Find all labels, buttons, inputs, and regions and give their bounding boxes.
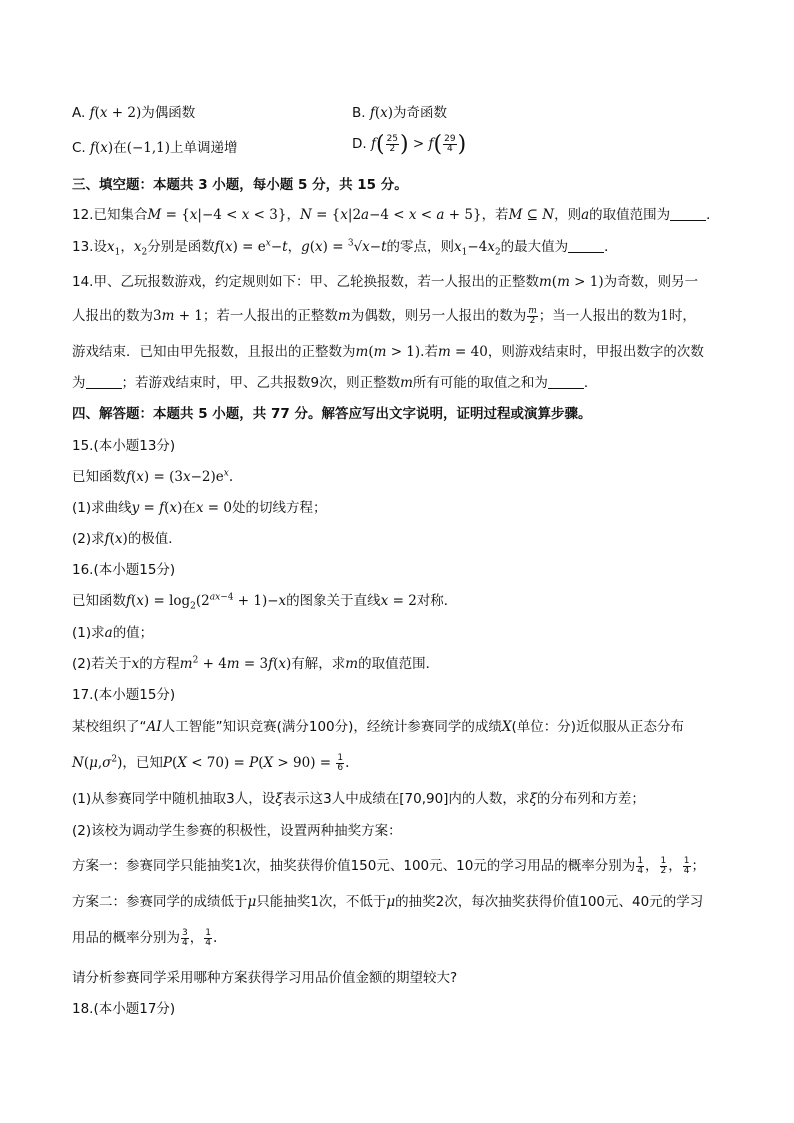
question-text: 为 — [72, 375, 86, 391]
question-15-part-1: (1)求曲线y = f(x)在x = 0处的切线方程； — [72, 500, 327, 516]
question-text: (1)从参赛同学中随机抽取3人，设 — [72, 791, 276, 807]
question-14-line-4: 为 ；若游戏结束时，甲、乙共报数9次，则正整数m所有可能的取值之和为 ． — [72, 375, 598, 391]
option-c-letter: C. — [72, 140, 86, 156]
question-text: 设 — [93, 239, 107, 255]
question-text: ，已知 — [122, 755, 163, 771]
question-text: 的方程 — [139, 656, 180, 672]
question-text: (单位：分)近似服从正态分布 — [511, 719, 685, 735]
question-text: 分别是函数 — [147, 239, 215, 255]
question-17-ask: 请分析参赛同学采用哪种方案获得学习用品价值金额的期望较大? — [72, 970, 458, 986]
question-text: 方案一：参赛同学只能抽奖1次，抽奖获得价值150元、100元、10元的学习用品的概率分别为 — [72, 858, 636, 874]
question-text: 的极值． — [127, 531, 182, 547]
question-13: 13.设$x_1$，$x_2$分别是函数$f(x) = e^x-t$，g(x) = $^3$√x−t的零点，则$x_1-4x_2$的最大值为 ． — [72, 238, 618, 258]
question-16-stem: 已知函数$f(x) = \log_2(2^{ax-4} + 1)-x$的图象关于直线x = 2对称． — [72, 592, 458, 612]
question-text: 处的切线方程； — [231, 500, 327, 516]
question-text: 有解，求 — [291, 656, 346, 672]
question-15-heading: 15.(本小题13分) — [72, 438, 176, 454]
question-text: 所有可能的取值之和为 — [412, 375, 548, 391]
question-text: 的图象关于直线 — [286, 593, 381, 609]
punct: ． — [583, 375, 598, 391]
question-text: 表示这3人中成绩在[70,90]内的人数，求 — [282, 791, 530, 807]
section-3-heading: 三、填空题：本题共 3 小题，每小题 5 分，共 15 分。 — [72, 177, 408, 193]
question-14-line-3: 游戏结束．已知由甲先报数，且报出的正整数为m(m > 1).若m = 40，则游戏结束时，甲报出数字的次数 — [72, 344, 704, 360]
question-text: ，则游戏结束时，甲报出数字的次数 — [487, 344, 704, 360]
question-text: 方案二：参赛同学的成绩低于 — [72, 894, 248, 910]
option-c — [72, 138, 238, 158]
question-15-stem: 已知函数$f(x) = (3x-2)e^x$. — [72, 468, 234, 485]
answer-blank[interactable] — [568, 238, 604, 253]
question-17-line-2: $N(\mu,\sigma^2)$，已知P(X < 70) = P(X > 90) = $\frac{1}{6}$ . — [72, 752, 350, 773]
question-text: 人工智能”知识竞赛(满分100分)，经统计参赛同学的成绩 — [161, 719, 502, 735]
question-16-heading: 16.(本小题15分) — [72, 562, 176, 578]
math-expr: (−1,1) — [126, 140, 171, 156]
answer-blank[interactable] — [670, 206, 706, 221]
option-c-math: f — [90, 140, 96, 156]
option-a — [72, 103, 195, 123]
question-17-scheme-1: 方案一：参赛同学只能抽奖1次，抽奖获得价值150元、100元、10元的学习用品的概率分别为 $\frac{1}{4}$ ， $\frac{1}{2}$ ， $\frac{1}{4}$ ； — [72, 855, 706, 876]
question-text: 游戏结束．已知由甲先报数，且报出的正整数为 — [72, 344, 356, 360]
question-text: (1)求 — [72, 625, 105, 641]
question-18-heading: 18.(本小题17分) — [72, 1001, 176, 1017]
question-16-part-1: (1)求a的值； — [72, 625, 154, 641]
option-a-text: 为偶函数 — [141, 105, 196, 121]
question-text: (1)求曲线 — [72, 500, 132, 516]
question-text: (2)求 — [72, 531, 105, 547]
option-c-in: 在 — [113, 140, 127, 156]
question-number: 12. — [72, 207, 94, 223]
question-text: 的取值范围为 — [589, 207, 671, 223]
option-d: D. f( $\frac{25}{2}$ ) > f( $\frac{29}{4}$ ) — [352, 132, 467, 157]
question-text: (2)若关于 — [72, 656, 132, 672]
question-text: 在 — [182, 500, 196, 516]
math-expr: (x) — [374, 105, 394, 121]
question-16-part-2: (2)若关于x的方程$m^2 + 4m = 3f(x)$有解，求m的取值范围． — [72, 655, 440, 672]
math-expr: (x) — [95, 140, 114, 156]
question-15-part-2: (2)求f(x)的极值． — [72, 531, 182, 547]
question-text: 某校组织了“ — [72, 719, 147, 735]
question-text: 的分布列和方差； — [536, 791, 645, 807]
math-expr: (x + 2) — [94, 105, 142, 121]
section-4-heading: 四、解答题：本题共 5 小题，共 77 分。解答应写出文字说明，证明过程或演算步骤。 — [72, 406, 592, 422]
question-text: 若 — [424, 344, 438, 360]
question-text: 甲、乙玩报数游戏，约定规则如下：甲、乙轮换报数，若一人报出的正整数 — [93, 274, 539, 290]
question-17-part-1: (1)从参赛同学中随机抽取3人，设ξ表示这3人中成绩在[70,90]内的人数，求ξ的分布列和方差； — [72, 791, 645, 807]
question-text: 已知函数 — [72, 469, 126, 485]
question-text: ；若游戏结束时，甲、乙共报数9次，则正整数 — [121, 375, 401, 391]
question-text: 已知函数 — [72, 593, 126, 609]
option-d-letter: D. — [352, 136, 367, 152]
option-b-text: 为奇函数 — [393, 105, 448, 121]
question-text: 人报出的数为 — [72, 308, 153, 324]
question-number: 14. — [72, 274, 94, 290]
question-text: 的零点，则 — [386, 239, 455, 255]
option-a-math: f — [89, 105, 95, 121]
question-17-line-1: 某校组织了“AI人工智能”知识竞赛(满分100分)，经统计参赛同学的成绩X(单位：分)近似服从正态分布 — [72, 719, 685, 735]
answer-blank[interactable] — [548, 374, 584, 389]
question-text: 只能抽奖1次，不低于 — [256, 894, 387, 910]
question-text: 的最大值为 — [500, 239, 569, 255]
option-a-letter: A. — [72, 105, 86, 121]
question-number: 13. — [72, 239, 94, 255]
question-text: ，若 — [481, 207, 509, 223]
question-text: 的取值范围． — [358, 656, 440, 672]
question-14-line-1: 14.甲、乙玩报数游戏，约定规则如下：甲、乙轮换报数，若一人报出的正整数m(m > 1)为奇数，则另一 — [72, 274, 699, 290]
question-text: 时， — [668, 308, 696, 324]
option-b-math: f — [369, 105, 375, 121]
question-text: 的值； — [112, 625, 154, 641]
question-17-scheme-2: 方案二：参赛同学的成绩低于μ只能抽奖1次，不低于μ的抽奖2次，每次抽奖获得价值100元、40元的学习 — [72, 894, 704, 910]
punct: ． — [706, 207, 720, 223]
question-text: 用品的概率分别为 — [72, 930, 180, 946]
question-text: 对称． — [416, 593, 458, 609]
punct: ． — [604, 239, 618, 255]
question-12: 12.已知集合M = {x|−4 < x < 3}，N = {x|2a−4 < x < a + 5}，若M ⊆ N，则a的取值范围为 ． — [72, 207, 720, 223]
question-text: 的抽奖2次，每次抽奖获得价值100元、40元的学习 — [395, 894, 704, 910]
question-14-line-2: 人报出的数为3m + 1；若一人报出的正整数m为偶数，则另一人报出的数为 $\frac{m}{2}$ ；当一人报出的数为1时， — [72, 305, 696, 326]
question-text: ；当一人报出的数为 — [538, 308, 661, 324]
question-17-scheme-2-cont: 用品的概率分别为 $\frac{3}{4}$ ， $\frac{1}{4}$ . — [72, 927, 218, 948]
question-text: 为奇数，则另一 — [603, 274, 699, 290]
question-text: ，则 — [554, 207, 582, 223]
question-text: 已知集合 — [93, 207, 148, 223]
answer-blank[interactable] — [86, 374, 122, 389]
question-text: 为偶数，则另一人报出的数为 — [350, 308, 527, 324]
option-b-letter: B. — [352, 105, 366, 121]
question-17-part-2: (2)该校为调动学生参赛的积极性，设置两种抽奖方案： — [72, 823, 402, 839]
question-17-heading: 17.(本小题15分) — [72, 687, 176, 703]
option-c-text: 上单调递增 — [170, 140, 238, 156]
option-d-math: f — [370, 136, 376, 152]
option-b — [352, 103, 447, 123]
question-text: ；若一人报出的正整数 — [202, 308, 338, 324]
